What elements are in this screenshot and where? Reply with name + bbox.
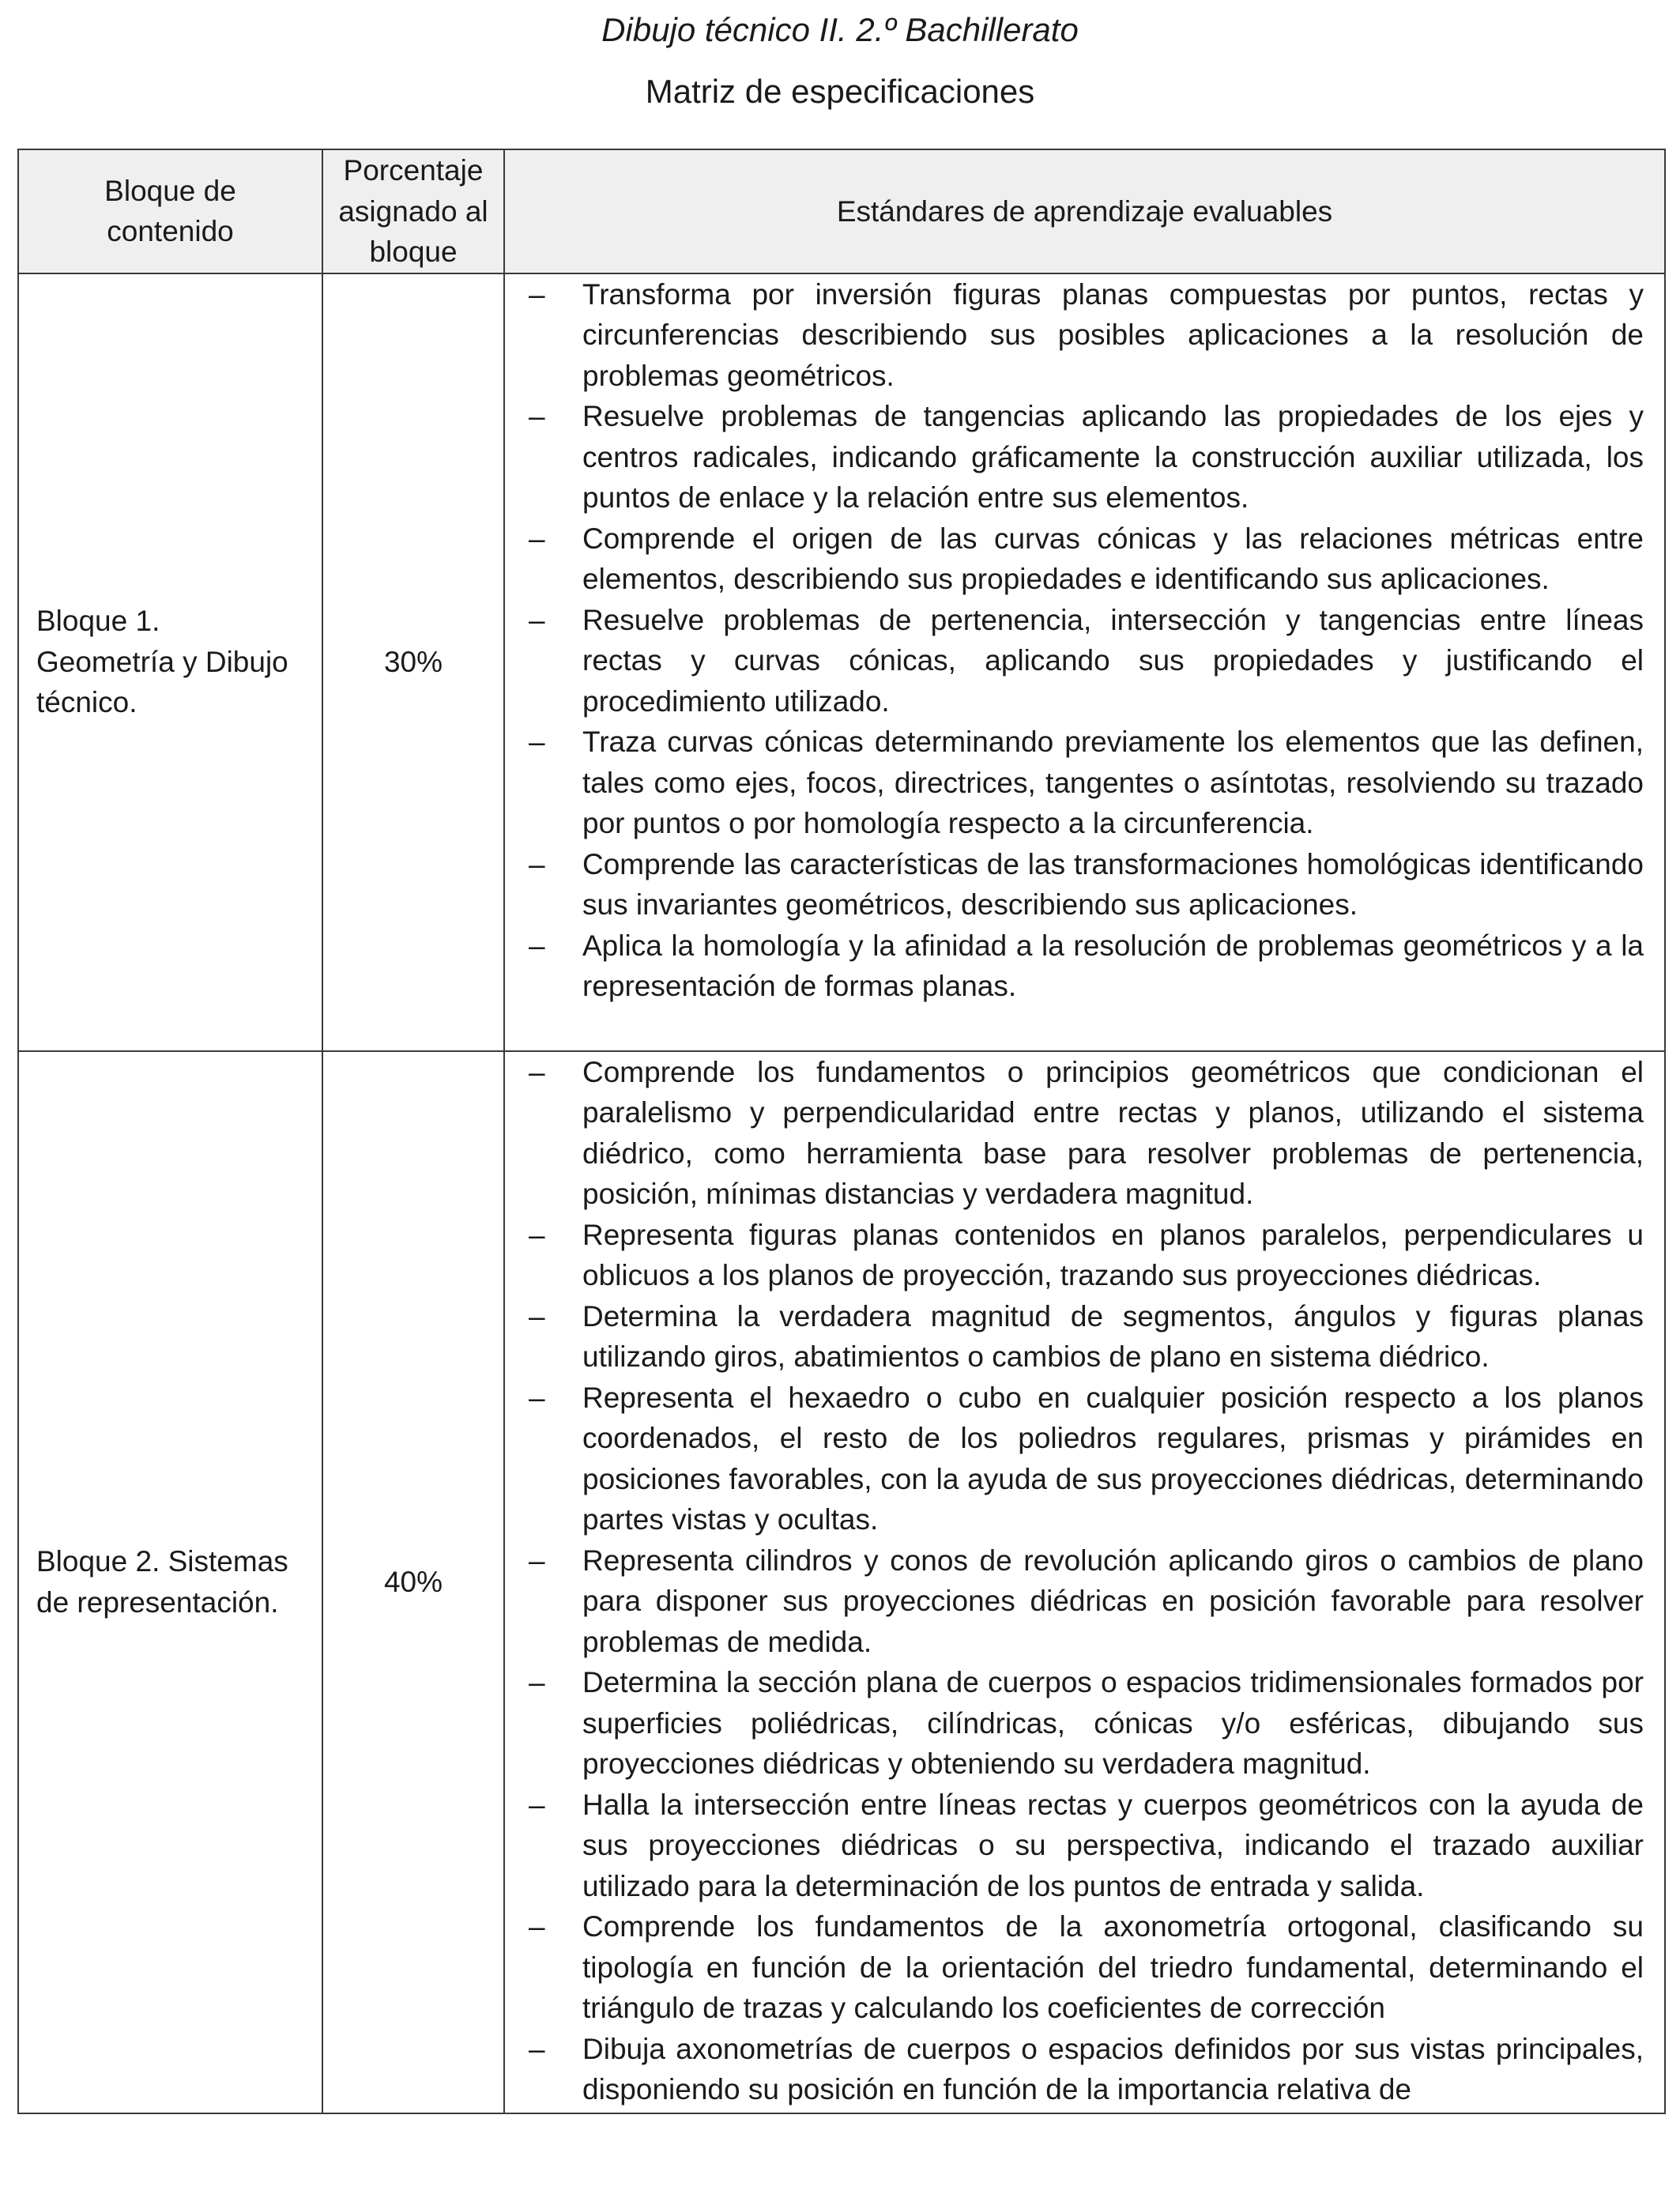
standard-item xyxy=(505,1378,1644,1540)
dash-bullet-icon: – xyxy=(529,400,545,432)
dash-bullet-icon: – xyxy=(529,1381,545,1414)
standard-text: Comprende los fundamentos de la axonometría ortogonal, clasificando su tipología en función de la orientación del triedro fundamental, determinando el triángulo de trazas y calculando los coeficientes de corrección xyxy=(582,1910,1644,2024)
block-name: Bloque 2. Sistemas de representación. xyxy=(18,1051,322,2113)
standard-text: Comprende el origen de las curvas cónicas y las relaciones métricas entre elementos, describiendo sus propiedades e identificando sus aplicaciones. xyxy=(582,522,1644,595)
dash-bullet-icon: – xyxy=(529,929,545,962)
standard-text: Representa figuras planas contenidos en planos paralelos, perpendiculares u oblicuos a los planos de proyección, trazando sus proyecciones diédricas. xyxy=(582,1218,1644,1291)
specification-table xyxy=(17,149,1666,2114)
subject-title: Dibujo técnico II. 2.º Bachillerato xyxy=(601,11,1079,48)
standard-item xyxy=(505,844,1644,925)
standard-text: Determina la verdadera magnitud de segmentos, ángulos y figuras planas utilizando giros, abatimientos o cambios de plano en sistema diédrico. xyxy=(582,1299,1644,1373)
table-row xyxy=(18,1051,1665,2113)
standard-text: Representa cilindros y conos de revolución aplicando giros o cambios de plano para disponer sus proyecciones diédricas en posición favorable para resolver problemas de medida. xyxy=(582,1544,1644,1658)
standards-list xyxy=(505,274,1644,1007)
column-header-percentage: Porcentaje asignado al bloque xyxy=(322,149,504,273)
standards-cell xyxy=(504,273,1665,1051)
standard-item xyxy=(505,1906,1644,2029)
standard-text: Halla la intersección entre líneas rectas y cuerpos geométricos con la ayuda de sus proyecciones diédricas o su perspectiva, indicando el trazado auxiliar utilizado para la determinación de los puntos de entrada y salida. xyxy=(582,1788,1644,1902)
block-percentage: 40% xyxy=(322,1051,504,2113)
standard-item xyxy=(505,1296,1644,1378)
standard-item xyxy=(505,1785,1644,1907)
dash-bullet-icon: – xyxy=(529,726,545,758)
column-header-block: Bloque de contenido xyxy=(18,149,322,273)
standard-text: Representa el hexaedro o cubo en cualquier posición respecto a los planos coordenados, el resto de los poliedros regulares, prismas y pirámides en posiciones favorables, con la ayuda de sus proyecciones diédricas, determinando partes vistas y ocultas. xyxy=(582,1381,1644,1536)
block-name: Bloque 1. Geometría y Dibujo técnico. xyxy=(18,273,322,1051)
dash-bullet-icon: – xyxy=(529,1788,545,1821)
standard-item xyxy=(505,274,1644,397)
dash-bullet-icon: – xyxy=(529,1218,545,1251)
table-header-row xyxy=(18,149,1665,273)
standard-item xyxy=(505,1215,1644,1296)
standard-text: Dibuja axonometrías de cuerpos o espacios definidos por sus vistas principales, disponiendo su posición en función de la importancia relativa de xyxy=(582,2032,1644,2105)
standard-text: Determina la sección plana de cuerpos o espacios tridimensionales formados por superficies poliédricas, cilíndricas, cónicas y/o esféricas, dibujando sus proyecciones diédricas y obteniendo su verdadera magnitud. xyxy=(582,1666,1644,1780)
standards-cell xyxy=(504,1051,1665,2113)
standards-list xyxy=(505,1052,1644,2110)
standard-text: Comprende las características de las transformaciones homológicas identificando sus invariantes geométricos, describiendo sus aplicaciones. xyxy=(582,847,1644,921)
dash-bullet-icon: – xyxy=(529,1910,545,1943)
dash-bullet-icon: – xyxy=(529,1666,545,1698)
standard-item xyxy=(505,1052,1644,1215)
standard-item xyxy=(505,925,1644,1007)
standard-item xyxy=(505,518,1644,600)
standard-item xyxy=(505,1662,1644,1785)
dash-bullet-icon: – xyxy=(529,603,545,636)
standard-item xyxy=(505,396,1644,518)
dash-bullet-icon: – xyxy=(529,1055,545,1088)
standard-text: Resuelve problemas de pertenencia, intersección y tangencias entre líneas rectas y curvas cónicas, aplicando sus propiedades y justificando el procedimiento utilizado. xyxy=(582,603,1644,718)
standard-item xyxy=(505,722,1644,844)
block-percentage: 30% xyxy=(322,273,504,1051)
table-row xyxy=(18,273,1665,1051)
dash-bullet-icon: – xyxy=(529,2032,545,2065)
standard-text: Comprende los fundamentos o principios geométricos que condicionan el paralelismo y perpendicularidad entre rectas y planos, utilizando el sistema diédrico, como herramienta base para resolver problemas de pertenencia, posición, mínimas distancias y verdadera magnitud. xyxy=(582,1055,1644,1210)
standard-item xyxy=(505,2029,1644,2110)
column-header-standards: Estándares de aprendizaje evaluables xyxy=(504,149,1665,273)
document-title: Matriz de especificaciones xyxy=(645,73,1035,110)
standard-text: Resuelve problemas de tangencias aplicando las propiedades de los ejes y centros radicales, indicando gráficamente la construcción auxiliar utilizada, los puntos de enlace y la relación entre sus elementos. xyxy=(582,400,1644,514)
dash-bullet-icon: – xyxy=(529,1299,545,1333)
standard-text: Aplica la homología y la afinidad a la resolución de problemas geométricos y a la representación de formas planas. xyxy=(582,929,1644,1002)
standard-text: Transforma por inversión figuras planas compuestas por puntos, rectas y circunferencias describiendo sus posibles aplicaciones a la resolución de problemas geométricos. xyxy=(582,277,1644,392)
dash-bullet-icon: – xyxy=(529,277,545,311)
dash-bullet-icon: – xyxy=(529,522,545,555)
standard-text: Traza curvas cónicas determinando previamente los elementos que las definen, tales como ejes, focos, directrices, tangentes o asíntotas, resolviendo su trazado por puntos o por homología respecto a la circunferencia. xyxy=(582,726,1644,839)
dash-bullet-icon: – xyxy=(529,1544,545,1577)
dash-bullet-icon: – xyxy=(529,847,545,880)
standard-item xyxy=(505,1540,1644,1663)
standard-item xyxy=(505,600,1644,722)
